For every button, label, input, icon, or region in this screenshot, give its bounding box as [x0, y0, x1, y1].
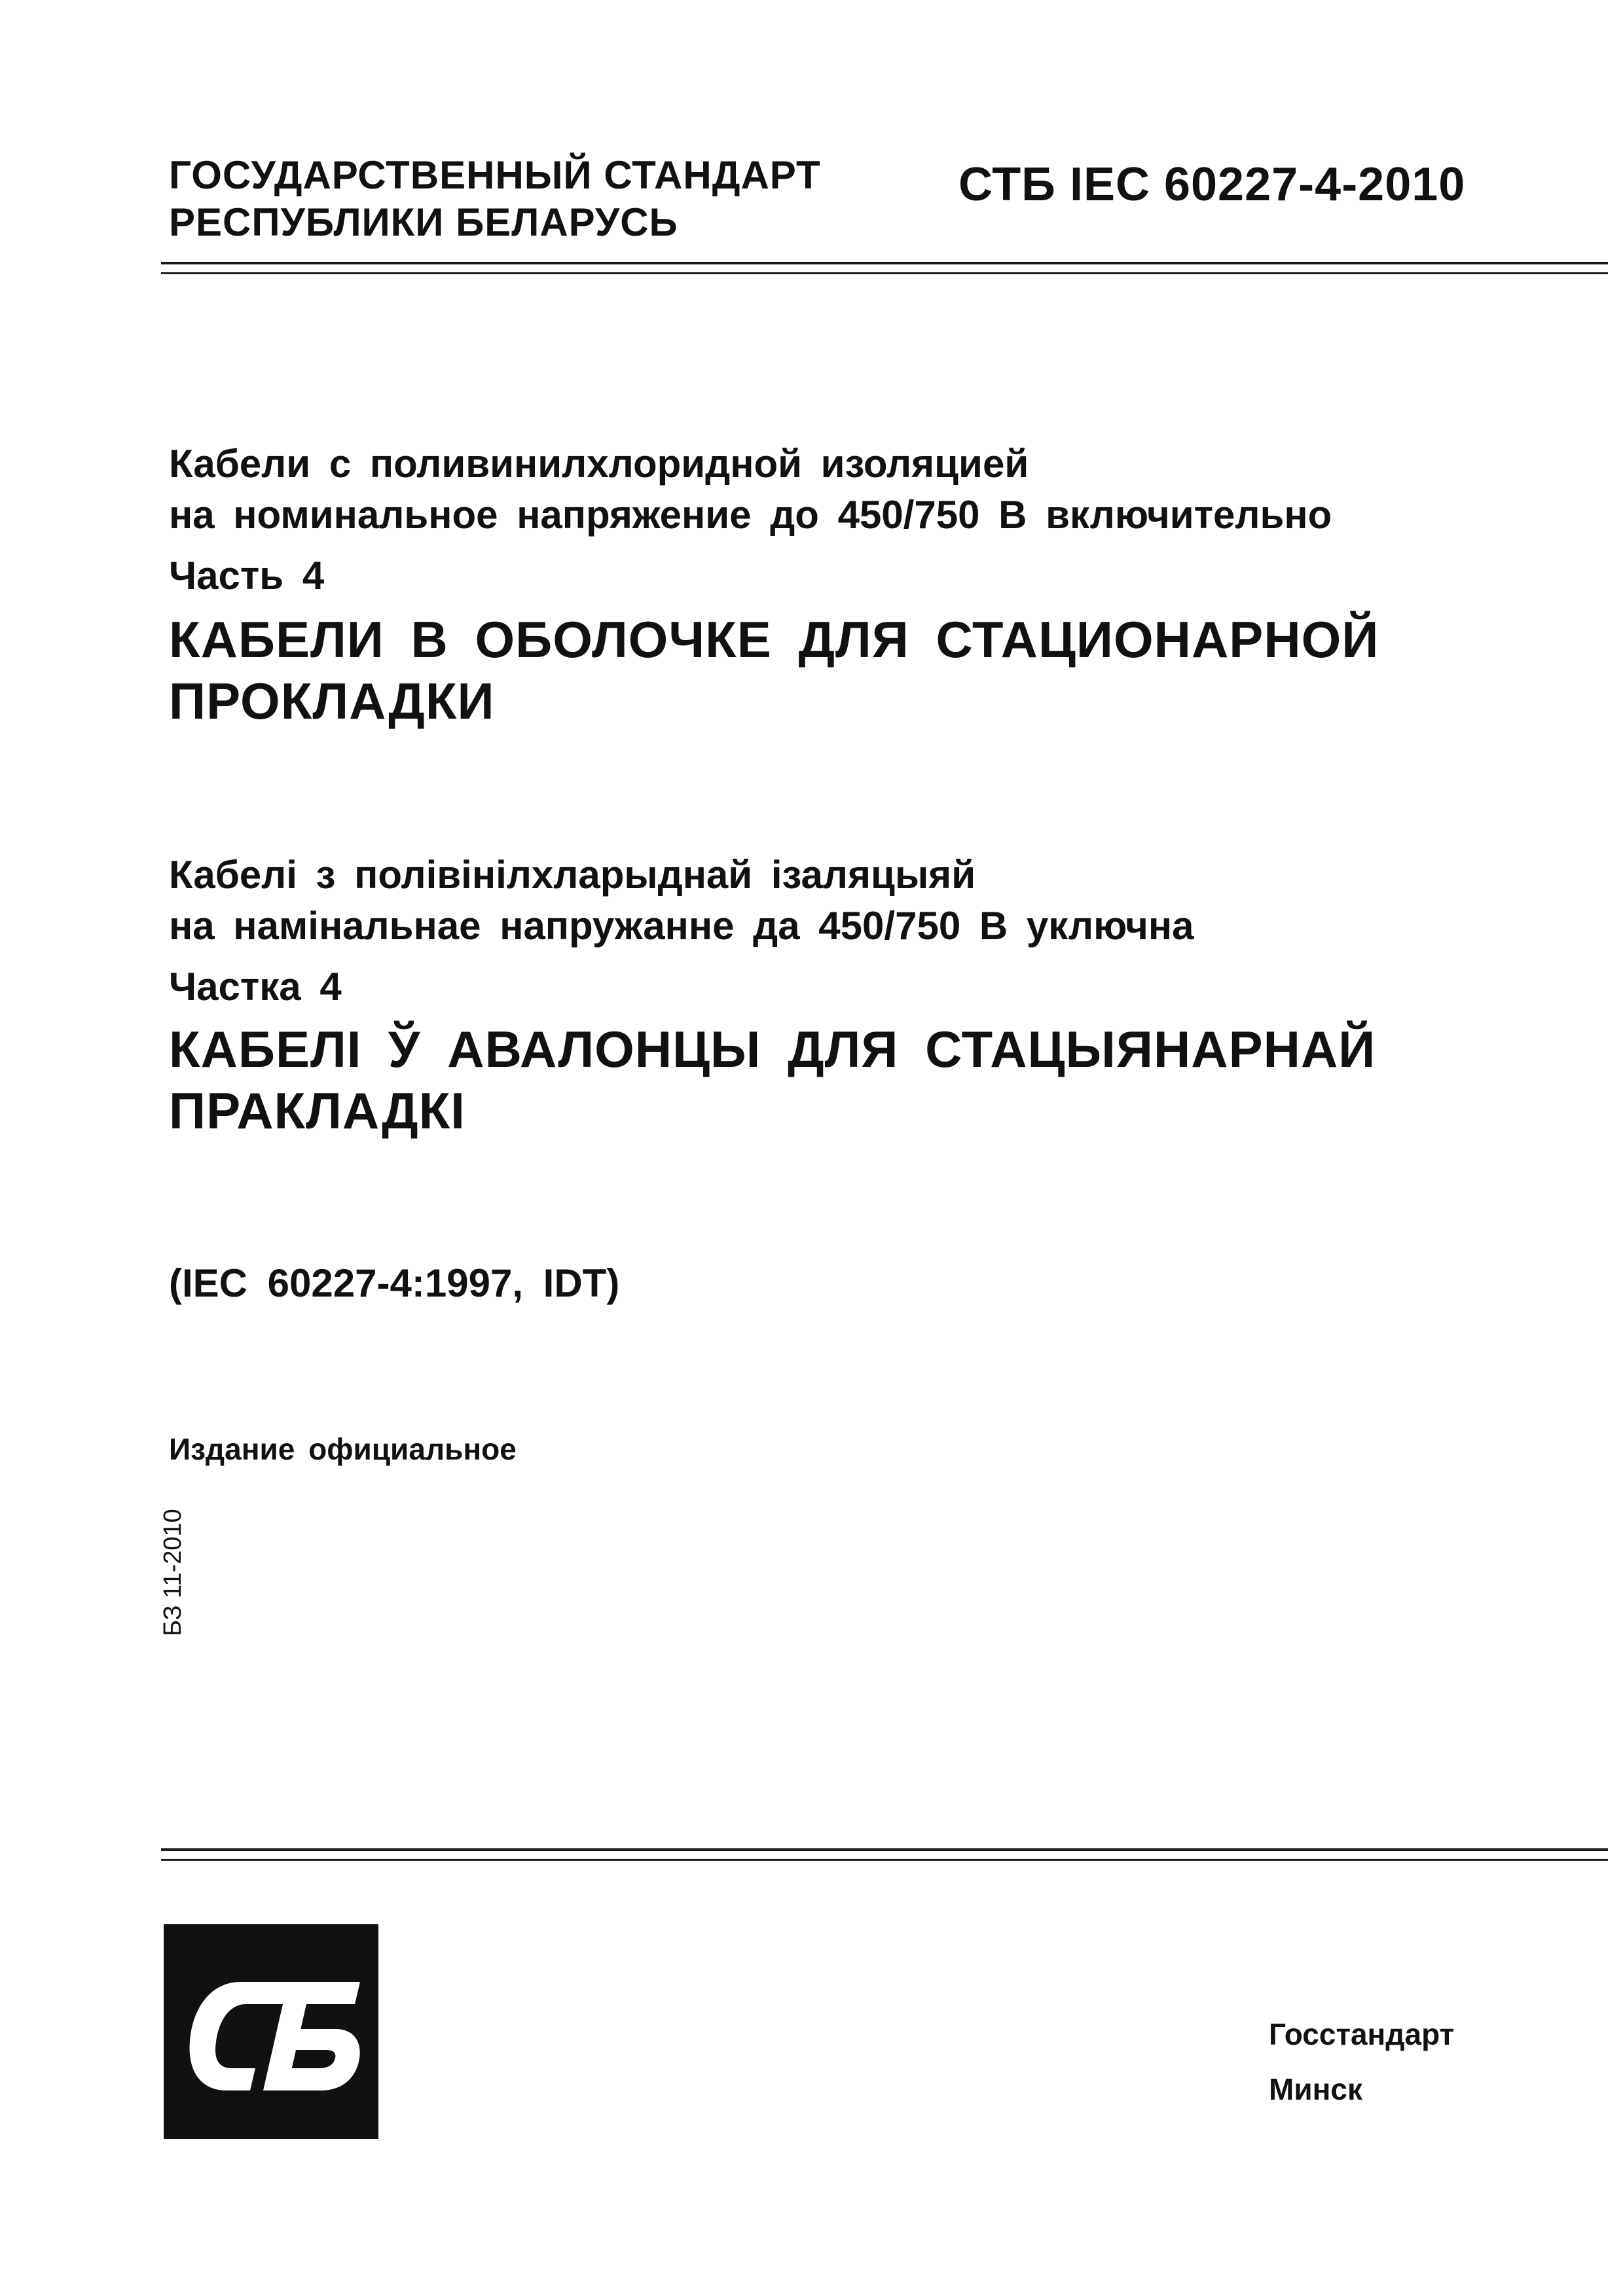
title-ru-line-2: на номинальное напряжение до 450/750 В включительно [169, 493, 1332, 537]
title-by-main-line-2: ПРАКЛАДКІ [169, 1082, 465, 1139]
international-equivalence: (IEC 60227-4:1997, IDT) [169, 1261, 620, 1305]
authority-line-1: ГОСУДАРСТВЕННЫЙ СТАНДАРТ [169, 153, 821, 197]
title-ru-part: Часть 4 [169, 554, 325, 598]
title-ru-main-line-1: КАБЕЛИ В ОБОЛОЧКЕ ДЛЯ СТАЦИОНАРНОЙ [169, 611, 1379, 668]
standard-code: СТБ IEC 60227-4-2010 [958, 158, 1466, 211]
title-by-main-line-1: КАБЕЛІ Ў АВАЛОНЦЫ ДЛЯ СТАЦЫЯНАРНАЙ [169, 1020, 1376, 1078]
edition-note: Издание официальное [169, 1432, 517, 1466]
side-code: БЗ 11-2010 [159, 1509, 187, 1636]
title-ru-main [169, 609, 1379, 732]
issuing-authority [169, 152, 821, 246]
title-by-line-2: на намінальнае напружанне да 450/750 В уключна [169, 904, 1194, 948]
top-divider [161, 262, 1608, 264]
publication-city: Минск [1269, 2072, 1362, 2106]
bottom-divider-secondary [161, 1859, 1608, 1861]
publisher: Госстандарт [1269, 2017, 1455, 2051]
title-by-part: Частка 4 [169, 965, 342, 1009]
authority-line-2: РЕСПУБЛИКИ БЕЛАРУСЬ [169, 200, 678, 244]
title-by-line-1: Кабелі з полівінілхларыднай ізаляцыяй [169, 853, 976, 897]
title-by-main [169, 1018, 1376, 1141]
bottom-divider [161, 1848, 1608, 1851]
title-ru-main-line-2: ПРОКЛАДКИ [169, 672, 495, 730]
title-ru-line-1: Кабели с поливинилхлоридной изоляцией [169, 442, 1029, 486]
stb-logo-icon [164, 1924, 378, 2139]
top-divider-secondary [161, 272, 1608, 274]
